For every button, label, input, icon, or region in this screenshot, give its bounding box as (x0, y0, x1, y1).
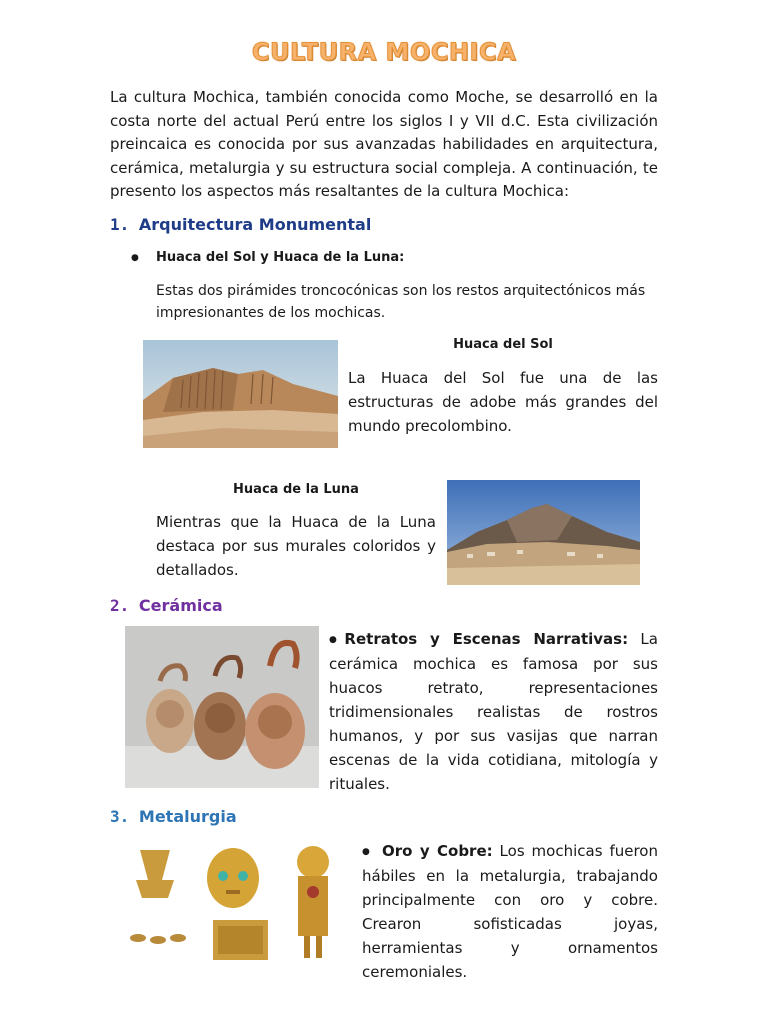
section-2-bullet-title: Retratos y Escenas Narrativas: (344, 630, 629, 648)
section-3-heading (110, 807, 237, 826)
ceramica-image (125, 626, 319, 788)
huaca-de-la-luna-title: Huaca de la Luna (233, 482, 359, 497)
metalurgia-image (118, 840, 348, 965)
section-1-bullet-title: Huaca del Sol y Huaca de la Luna: (156, 250, 405, 265)
section-2-number: 2. (110, 596, 130, 615)
huaca-del-sol-image (143, 340, 338, 448)
section-2-heading (110, 596, 223, 615)
section-1-heading (110, 215, 371, 234)
section-3-title: Metalurgia (138, 807, 237, 826)
section-1-bullet-text: Estas dos pirámides troncocónicas son los restos arquitectónicos más impresionantes de los mochicas. (156, 283, 646, 321)
intro-paragraph: La cultura Mochica, también conocida como Moche, se desarrolló en la costa norte del actual Perú entre los siglos I y VII d.C. Esta civilización preincaica es conocida por sus avanzadas habilidades en arquitectura, cerámica, metalurgia y su estructura social compleja. A continuación, te presento los aspectos más resaltantes de la cultura Mochica: (110, 88, 658, 201)
section-2-title: Cerámica (138, 596, 223, 615)
section-3-bullet-text: Los mochicas fueron hábiles en la metalurgia, trabajando principalmente con oro y cobre. Crearon sofisticadas joyas, herramientas y ornamentos ceremoniales. (362, 842, 658, 981)
bullet-icon: ● (131, 253, 139, 263)
page-title: CULTURA MOCHICA (251, 38, 517, 66)
section-3-number: 3. (110, 807, 130, 826)
huaca-del-sol-text: La Huaca del Sol fue una de las estructuras de adobe más grandes del mundo precolombino. (348, 369, 658, 435)
bullet-icon: ● (362, 847, 373, 857)
huaca-de-la-luna-image (447, 480, 640, 585)
bullet-icon: ● (329, 635, 345, 645)
huaca-del-sol-title: Huaca del Sol (453, 337, 553, 352)
section-1-title: Arquitectura Monumental (138, 215, 372, 234)
huaca-de-la-luna-text: Mientras que la Huaca de la Luna destaca por sus murales coloridos y detallados. (156, 513, 436, 579)
section-1-number: 1. (110, 215, 130, 234)
section-3-bullet-title: Oro y Cobre: (382, 842, 493, 860)
section-2-bullet-text: La cerámica mochica es famosa por sus huacos retrato, representaciones tridimensionales realistas de rostros humanos, y por sus vasijas que narran escenas de la vida cotidiana, mitología y rituales. (329, 630, 658, 793)
section-2-bullet-paragraph (329, 627, 658, 796)
section-3-bullet-paragraph (362, 839, 658, 984)
